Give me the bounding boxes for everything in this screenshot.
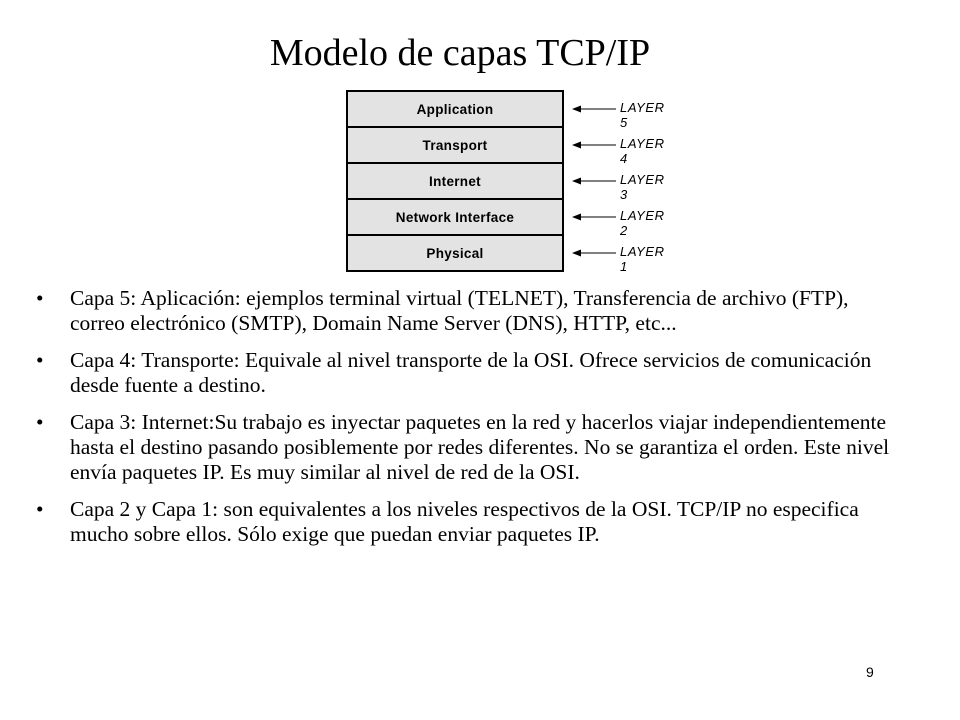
left-arrow-icon [572,140,616,150]
bullet-text: Capa 4: Transporte: Equivale al nivel transporte de la OSI. Ofrece servicios de comunicación desde fuente a destino. [70,348,872,397]
bullet-marker: • [36,348,44,372]
bullet-item [36,348,896,398]
bullet-text: Capa 3: Internet:Su trabajo es inyectar paquetes en la red y hacerlos viajar independientemente hasta el destino pasando posiblemente por redes diferentes. No se garantiza el orden. Este nivel envía paquetes IP. Es muy similar al nivel de red de la OSI. [70,410,890,484]
bullet-text: Capa 2 y Capa 1: son equivalentes a los niveles respectivos de la OSI. TCP/IP no especifica mucho sobre ellos. Sólo exige que puedan enviar paquetes IP. [70,497,859,546]
slide-title: Modelo de capas TCP/IP [269,32,651,74]
left-arrow-icon [572,104,616,114]
layer-box: Application [346,90,564,128]
bullet-item [36,497,896,547]
layer-box: Internet [346,162,564,200]
layer-tag: LAYER 3 [620,172,665,202]
bullet-item [36,410,896,485]
layer-tag: LAYER 4 [620,136,665,166]
layer-box: Network Interface [346,198,564,236]
left-arrow-icon [572,212,616,222]
left-arrow-icon [572,176,616,186]
bullet-item [36,286,896,336]
left-arrow-icon [572,248,616,258]
layer-tag: LAYER 2 [620,208,665,238]
bullet-marker: • [36,410,44,434]
bullet-text: Capa 5: Aplicación: ejemplos terminal virtual (TELNET), Transferencia de archivo (FTP), correo electrónico (SMTP), Domain Name Server (DNS), HTTP, etc... [70,286,849,335]
bullet-list [36,286,896,559]
page-number: 9 [866,664,874,680]
layer-tag: LAYER 5 [620,100,665,130]
layer-box: Physical [346,234,564,272]
layer-tag: LAYER 1 [620,244,665,274]
layer-box: Transport [346,126,564,164]
bullet-marker: • [36,286,44,310]
bullet-marker: • [36,497,44,521]
